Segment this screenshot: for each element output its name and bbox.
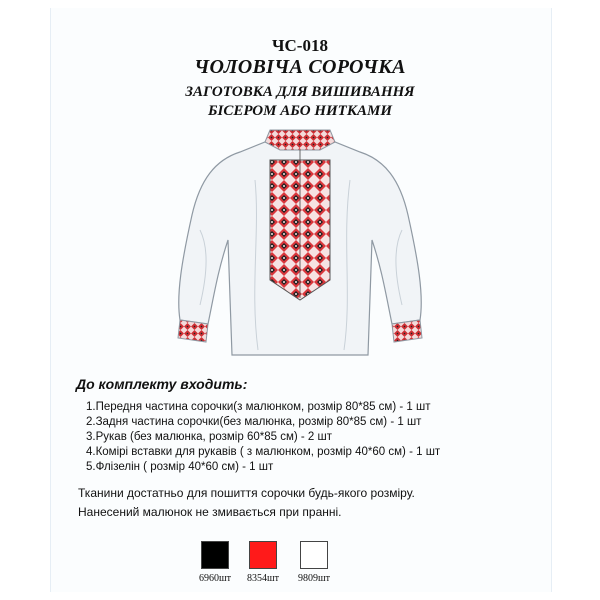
kit-title: До комплекту входить: — [76, 376, 248, 392]
subtitle-line-1: ЗАГОТОВКА ДЛЯ ВИШИВАННЯ — [185, 84, 415, 100]
kit-items-list — [86, 400, 440, 475]
kit-item: 4.Комірі вставки для рукавів ( з малюнком, розмір 40*60 см) - 1 шт — [86, 446, 441, 458]
product-title: ЧОЛОВІЧА СОРОЧКА — [194, 56, 406, 78]
kit-item: 1.Передня частина сорочки(з малюнком, розмір 80*85 см) - 1 шт — [86, 401, 431, 413]
shirt-illustration — [170, 120, 430, 370]
color-count-red: 8354шт — [246, 573, 280, 584]
kit-item: 5.Флізелін ( розмір 40*60 см) - 1 шт — [86, 461, 274, 473]
color-count-white: 9809шт — [297, 573, 331, 584]
subtitle-line-2: БІСЕРОМ АБО НИТКАМИ — [207, 103, 393, 119]
product-code: ЧС-018 — [272, 36, 328, 55]
color-count-black: 6960шт — [198, 573, 232, 584]
color-swatch-black — [201, 541, 229, 569]
kit-item: 2.Задня частина сорочки(без малюнка, розмір 80*85 см) - 1 шт — [86, 416, 422, 428]
color-swatch-red — [249, 541, 277, 569]
kit-item: 3.Рукав (без малюнка, розмір 60*85 см) - 2 шт — [86, 431, 332, 443]
fabric-note: Тканини достатньо для пошиття сорочки будь-якого розміру. — [78, 486, 415, 500]
color-swatch-white — [300, 541, 328, 569]
wash-note: Нанесений малюнок не змивається при пранні. — [78, 505, 342, 519]
